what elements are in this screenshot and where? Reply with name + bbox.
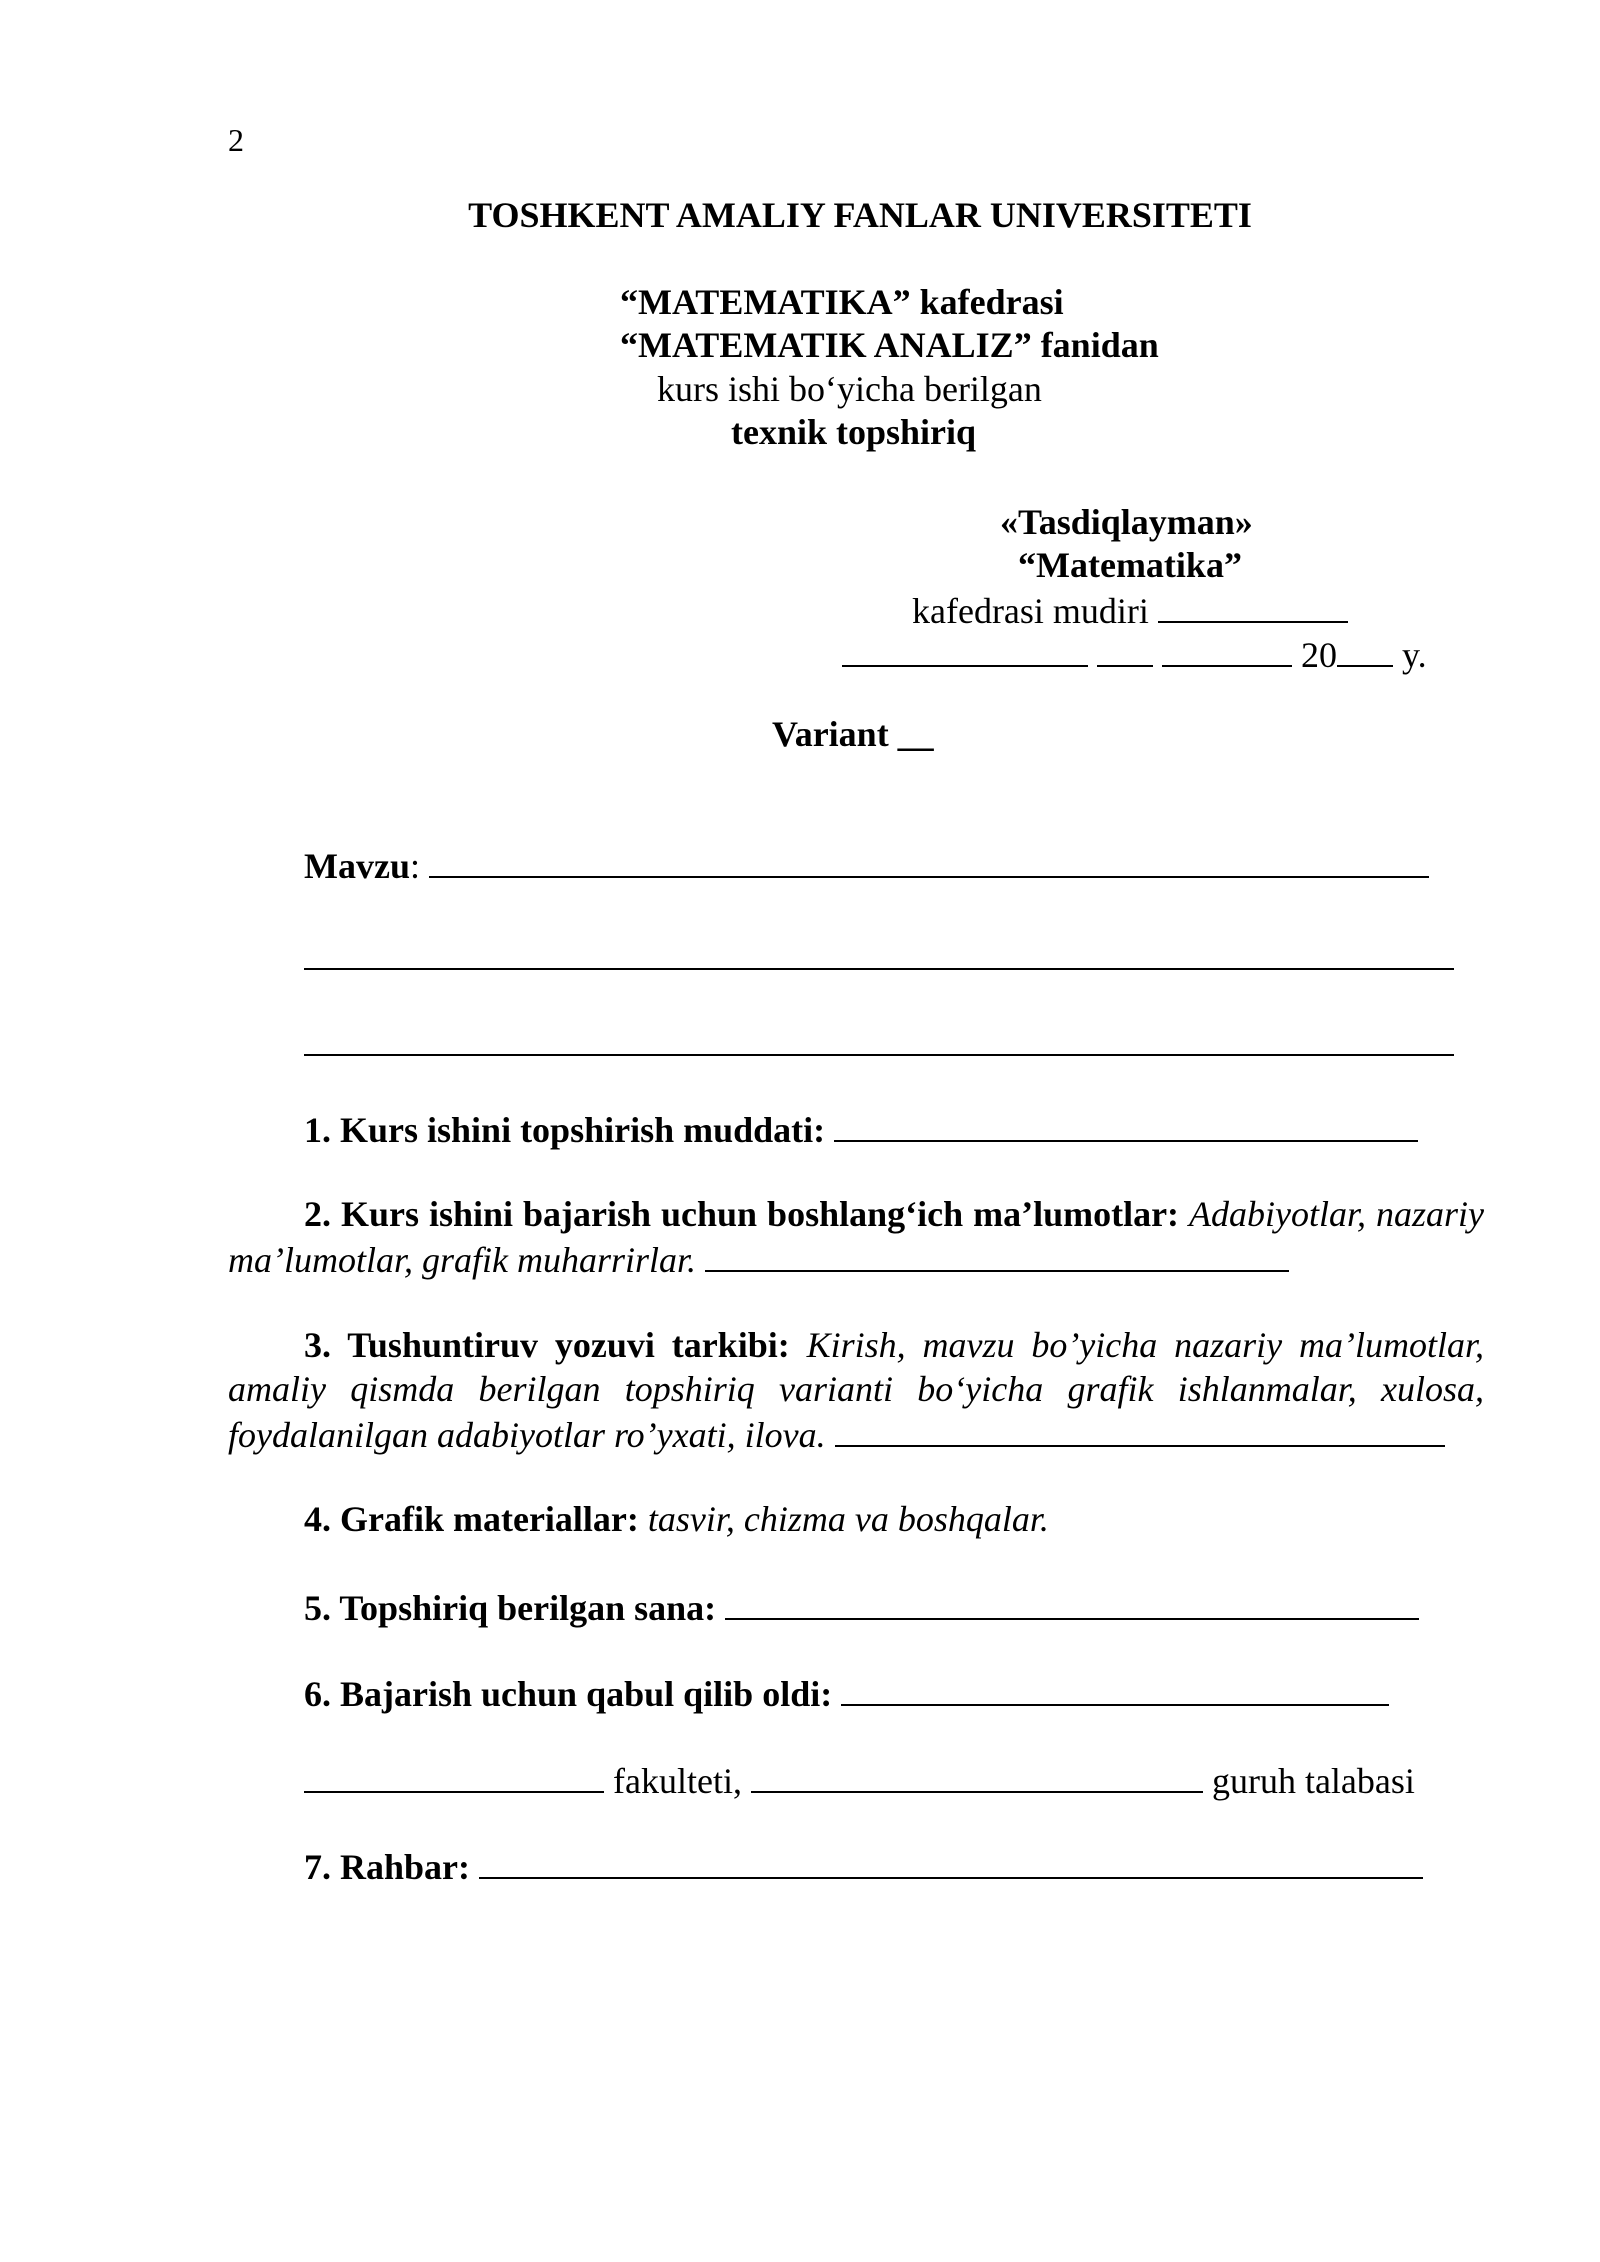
- date-month-blank[interactable]: [1097, 631, 1153, 667]
- course-work-line: kurs ishi bo‘yicha berilgan: [657, 369, 1042, 409]
- issue-date-blank[interactable]: [725, 1584, 1419, 1620]
- item-2-label: 2. Kurs ishini bajarish uchun boshlang‘ich ma’lumotlar:: [304, 1194, 1180, 1234]
- item-3-label: 3. Tushuntiruv yozuvi tarkibi:: [304, 1325, 790, 1365]
- signature-blank[interactable]: [1158, 587, 1348, 623]
- subject-line: “MATEMATIK ANALIZ” fanidan: [620, 325, 1159, 365]
- assignment-title: texnik topshiriq: [731, 412, 977, 452]
- topic-blank[interactable]: [429, 842, 1429, 878]
- faculty-line: [304, 1757, 1415, 1803]
- item-1-label: 1. Kurs ishini topshirish muddati:: [304, 1110, 826, 1150]
- topic-line: Mavzu:: [304, 842, 1429, 888]
- deadline-blank[interactable]: [834, 1106, 1418, 1142]
- faculty-label: fakulteti,: [613, 1761, 742, 1801]
- group-student-label: guruh talabasi: [1211, 1761, 1415, 1801]
- head-label: kafedrasi mudiri: [912, 591, 1149, 631]
- supervisor-blank[interactable]: [479, 1843, 1423, 1879]
- item-4-text: tasvir, chizma va boshqalar.: [647, 1499, 1049, 1539]
- topic-blank-2[interactable]: [304, 968, 1454, 970]
- item-2-blank[interactable]: [705, 1236, 1289, 1272]
- topic-blank-3[interactable]: [304, 1054, 1454, 1056]
- item-6-label: 6. Bajarish uchun qabul qilib oldi:: [304, 1674, 833, 1714]
- item-3-text: Kirish, mavzu bo’yicha nazariy ma’lumotlar, amaliy qismda berilgan topshiriq varianti bo‘yicha grafik ishlanmalar, xulosa, foydalanilgan adabiyotlar ro’yxati, ilova.: [228, 1325, 1484, 1455]
- item-5-label: 5. Topshiriq berilgan sana:: [304, 1588, 717, 1628]
- year-blank[interactable]: [1337, 631, 1393, 667]
- approval-date-line: [842, 631, 1427, 677]
- faculty-blank[interactable]: [304, 1757, 604, 1793]
- item-7: [304, 1843, 1423, 1889]
- topic-label: Mavzu: [304, 846, 410, 886]
- approval-heading: «Tasdiqlayman»: [1000, 502, 1253, 542]
- group-blank[interactable]: [751, 1757, 1203, 1793]
- accepted-by-blank[interactable]: [841, 1670, 1389, 1706]
- item-1: [304, 1106, 1418, 1152]
- university-title: TOSHKENT AMALIY FANLAR UNIVERSITETI: [468, 195, 1252, 235]
- item-2-text: Adabiyotlar, nazariy ma’lumotlar, grafik muharrirlar.: [228, 1194, 1485, 1280]
- department-line: “MATEMATIKA” kafedrasi: [620, 282, 1064, 322]
- date-extra-blank[interactable]: [1162, 631, 1292, 667]
- item-6: [304, 1670, 1389, 1716]
- date-day-blank[interactable]: [842, 631, 1088, 667]
- approval-dept: “Matematika”: [1018, 545, 1242, 585]
- year-suffix: y.: [1402, 635, 1427, 675]
- item-4: [304, 1497, 1049, 1541]
- item-3: [228, 1323, 1484, 1457]
- variant-label: Variant __: [772, 714, 934, 754]
- item-2: [228, 1192, 1484, 1282]
- item-4-label: 4. Grafik materiallar:: [304, 1499, 639, 1539]
- year-prefix: 20: [1301, 635, 1337, 675]
- item-5: [304, 1584, 1419, 1630]
- item-3-blank[interactable]: [835, 1411, 1445, 1447]
- approval-head-line: [912, 587, 1348, 633]
- item-7-label: 7. Rahbar:: [304, 1847, 471, 1887]
- page-number: 2: [228, 122, 244, 158]
